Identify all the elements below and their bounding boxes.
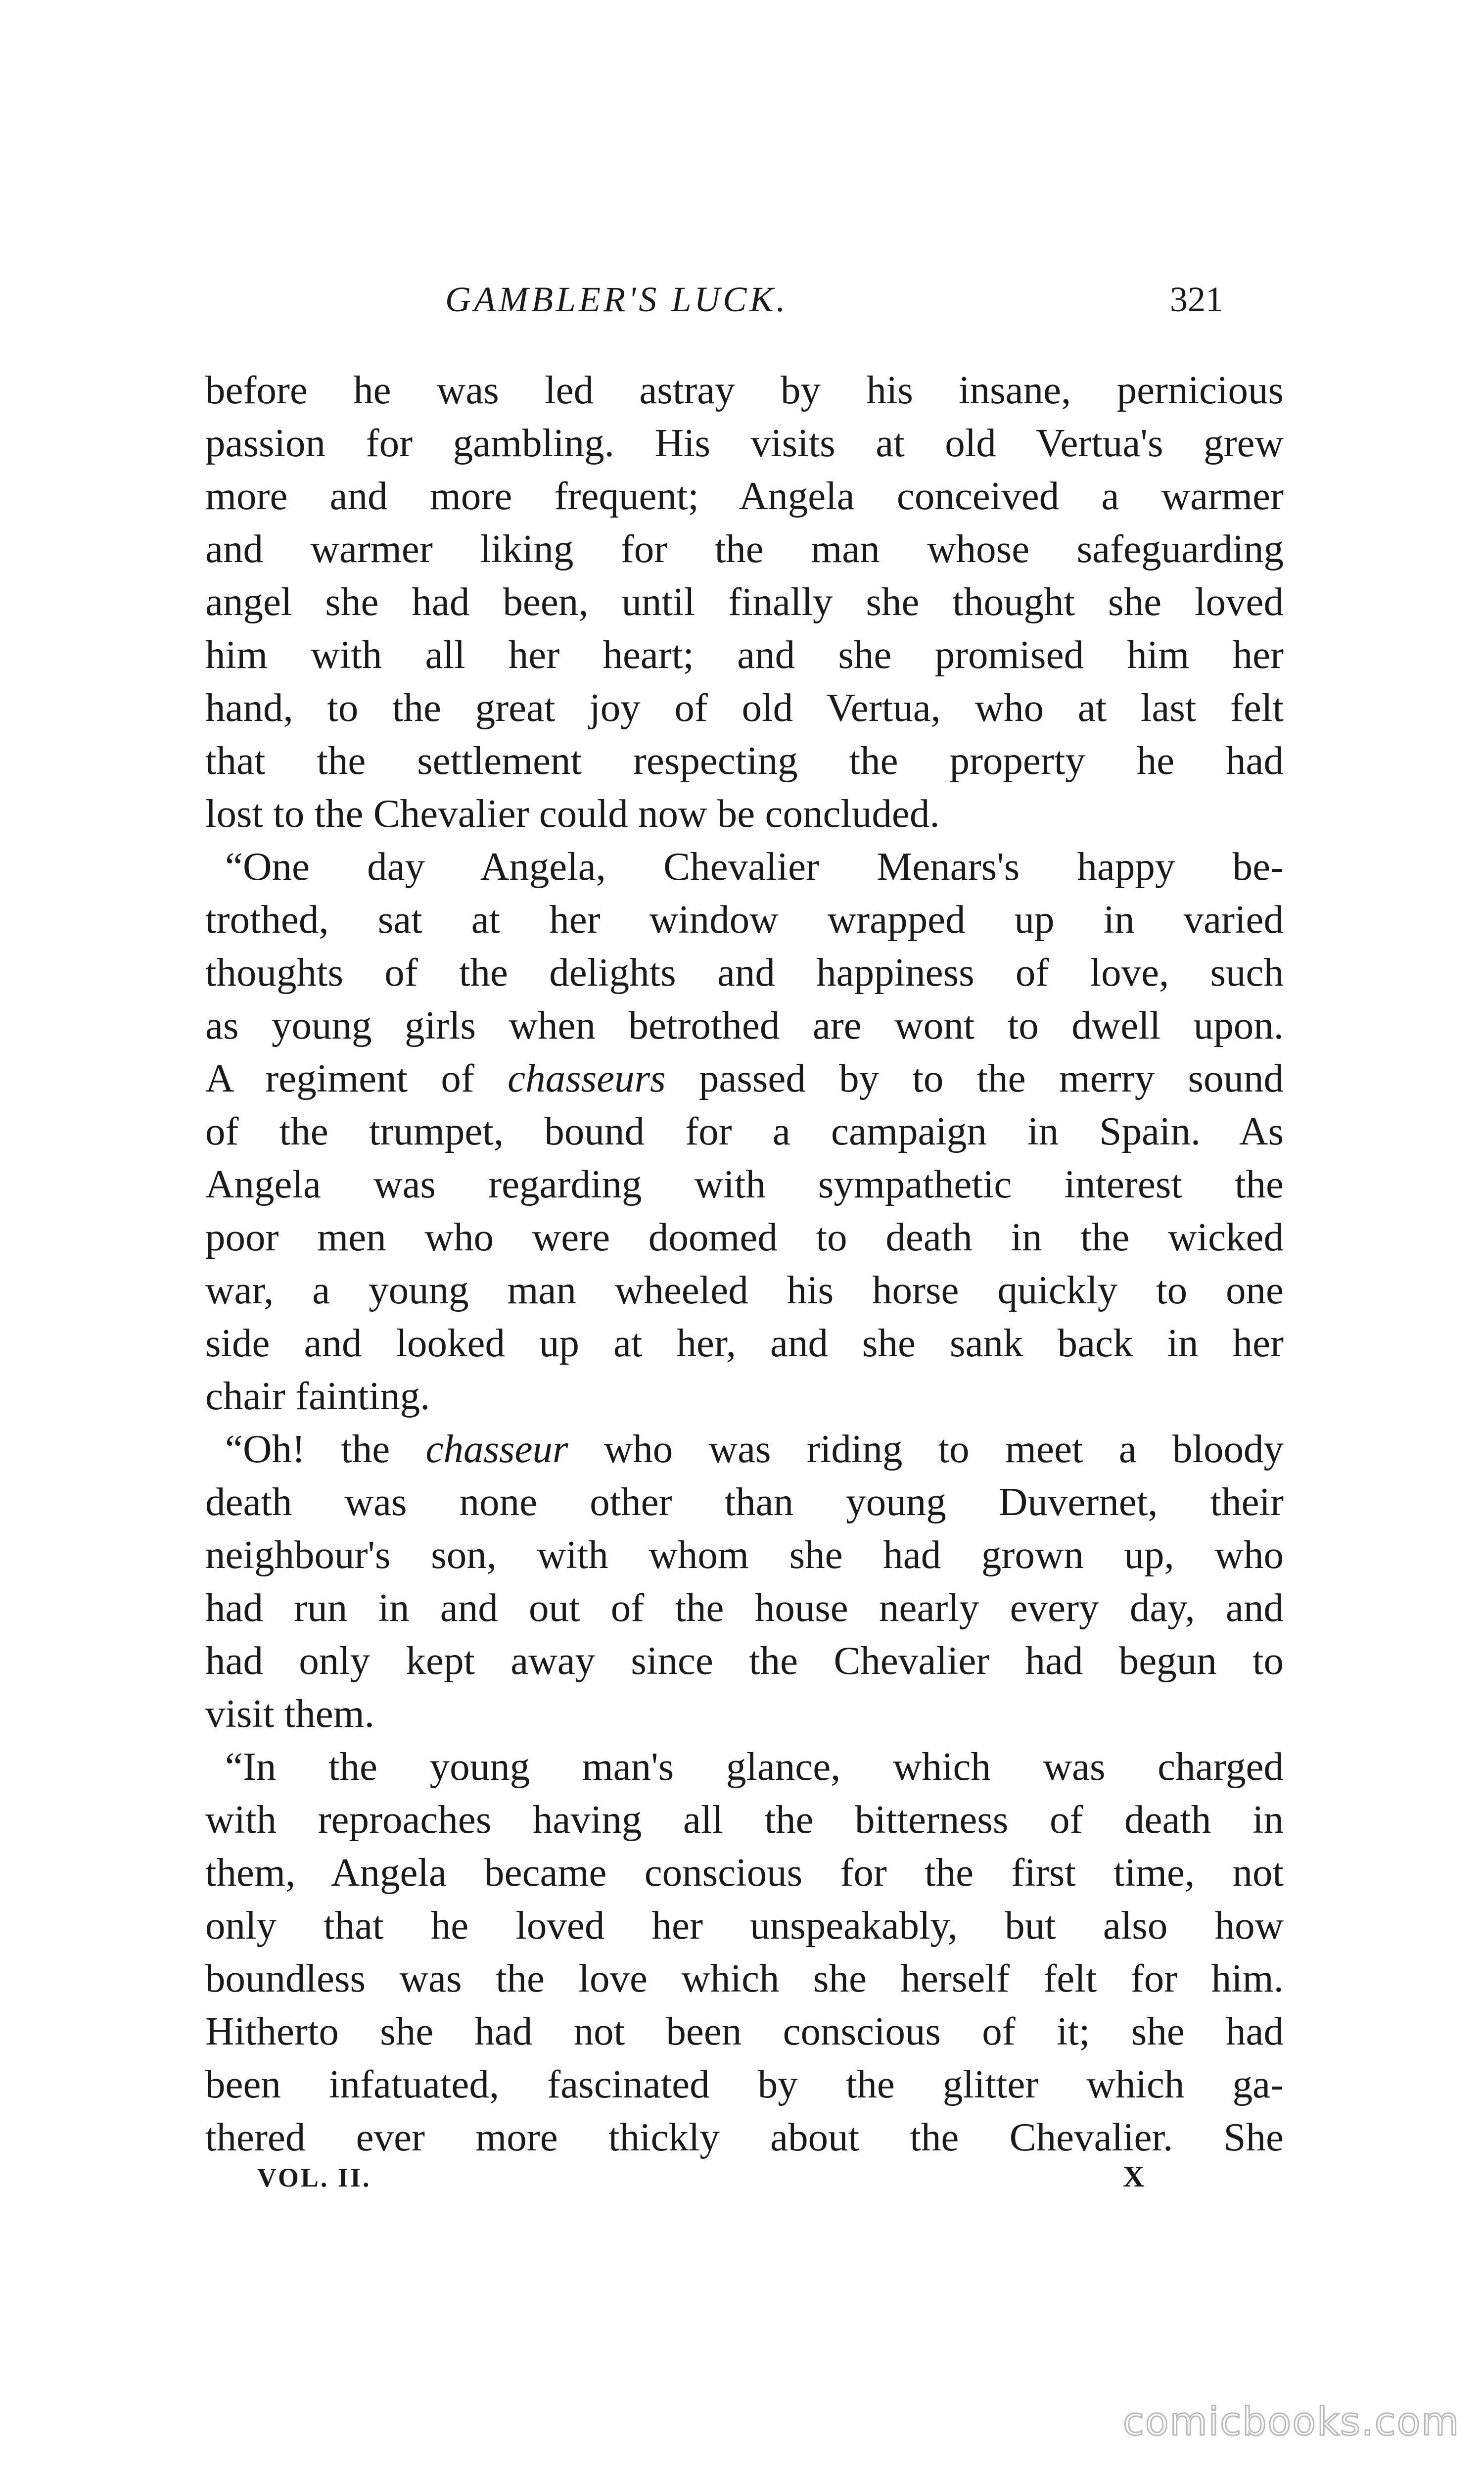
watermark-text: comicbooks.com (1123, 2400, 1460, 2444)
text-line: him with all her heart; and she promised him her (205, 632, 1284, 677)
signature-mark: X (1123, 2160, 1145, 2193)
paragraph-2 (205, 840, 1284, 1423)
running-head (0, 277, 1484, 322)
text-line: neighbour's son, with whom she had grown up, who (205, 1532, 1284, 1577)
text-line: chair fainting. (205, 1374, 430, 1418)
text-line: passion for gambling. His visits at old Vertua's grew (205, 421, 1284, 465)
text-line: visit them. (205, 1691, 374, 1736)
body-text (205, 364, 1284, 2164)
text-line: thoughts of the delights and happiness of love, such (205, 950, 1284, 995)
text-line: been infatuated, fascinated by the glitter which ga- (205, 2062, 1284, 2106)
text-line: “In the young man's glance, which was charged (225, 1744, 1284, 1789)
text-line: angel she had been, until finally she thought she loved (205, 579, 1284, 624)
text-line: thered ever more thickly about the Chevalier. She (205, 2115, 1284, 2159)
paragraph-4 (205, 1740, 1284, 2164)
text-line: with reproaches having all the bitterness of death in (205, 1797, 1284, 1842)
paragraph-3 (205, 1423, 1284, 1740)
running-title: GAMBLER'S LUCK. (445, 280, 788, 319)
text-line: death was none other than young Duvernet, their (205, 1479, 1284, 1524)
text-line: side and looked up at her, and she sank back in her (205, 1321, 1284, 1365)
text-line: Hitherto she had not been conscious of it; she had (205, 2009, 1284, 2053)
text-line: Angela was regarding with sympathetic interest the (205, 1162, 1284, 1206)
page-number: 321 (1170, 280, 1223, 319)
text-line: “Oh! the chasseur who was riding to meet a bloody (225, 1427, 1284, 1471)
text-line: trothed, sat at her window wrapped up in varied (205, 897, 1284, 942)
text-line: had only kept away since the Chevalier had begun to (205, 1638, 1284, 1683)
text-line: that the settlement respecting the property he had (205, 738, 1284, 783)
text-line: more and more frequent; Angela conceived a warmer (205, 474, 1284, 518)
signature-volume: VOL. II. (257, 2163, 371, 2192)
text-line: war, a young man wheeled his horse quickly to one (205, 1268, 1284, 1312)
text-line: poor men who were doomed to death in the wicked (205, 1215, 1284, 1259)
text-line: hand, to the great joy of old Vertua, who at last felt (205, 685, 1284, 730)
italic-word: chasseur (425, 1427, 568, 1471)
text-line: of the trumpet, bound for a campaign in Spain. As (205, 1109, 1284, 1153)
text-line: boundless was the love which she herself felt for him. (205, 1956, 1284, 2000)
text-line: before he was led astray by his insane, pernicious (205, 368, 1284, 412)
text-line: and warmer liking for the man whose safeguarding (205, 526, 1284, 571)
paragraph-1 (205, 364, 1284, 840)
text-line: lost to the Chevalier could now be concluded. (205, 791, 940, 836)
text-line: had run in and out of the house nearly every day, and (205, 1585, 1284, 1630)
text-line: A regiment of chasseurs passed by to the merry sound (205, 1056, 1284, 1100)
text-line: as young girls when betrothed are wont to dwell upon. (205, 1003, 1284, 1047)
text-line: only that he loved her unspeakably, but also how (205, 1903, 1284, 1948)
text-line: “One day Angela, Chevalier Menars's happy be- (225, 844, 1284, 889)
italic-word: chasseurs (508, 1056, 666, 1100)
text-line: them, Angela became conscious for the first time, not (205, 1850, 1284, 1895)
